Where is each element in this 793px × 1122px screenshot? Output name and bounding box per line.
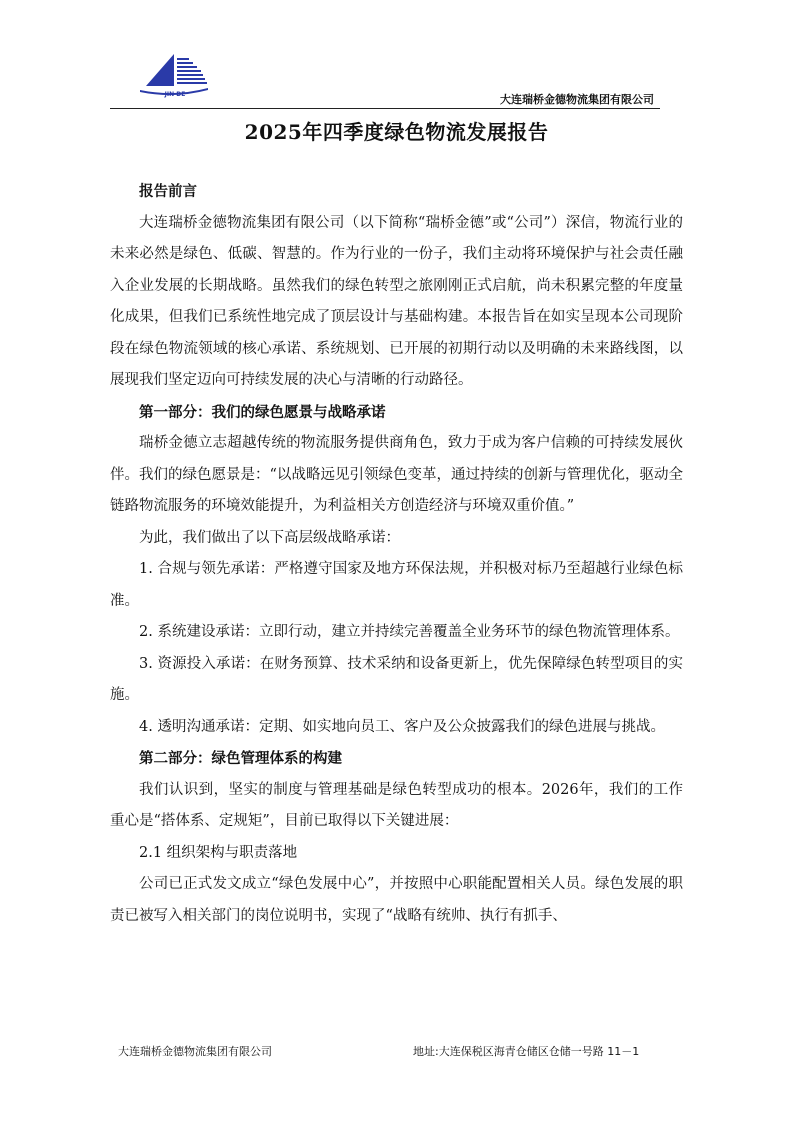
body-paragraph: 2.1 组织架构与职责落地	[139, 844, 298, 861]
body-paragraph: 公司已正式发文成立“绿色发展中心”，并按照中心职能配置相关人员。绿色发展的职责已被写入相关部门的岗位说明书，实现了“战略有统帅、执行有抓手、	[110, 876, 683, 924]
section-heading: 报告前言	[139, 183, 197, 200]
report-title: 2025年四季度绿色物流发展报告	[244, 120, 549, 144]
body-paragraph: 我们认识到，坚实的制度与管理基础是绿色转型成功的根本。2026年，我们的工作重心是“搭体系、定规矩”，目前已取得以下关键进展：	[110, 781, 683, 829]
header-company-name: 大连瑞桥金德物流集团有限公司	[500, 93, 654, 106]
logo-text: JIN DE	[164, 91, 186, 98]
body-paragraph: 为此，我们做出了以下高层级战略承诺：	[139, 529, 400, 546]
body-paragraph: 大连瑞桥金德物流集团有限公司（以下简称“瑞桥金德”或“公司”）深信，物流行业的未来必然是绿色、低碳、智慧的。作为行业的一份子，我们主动将环境保护与社会责任融入企业发展的长期战略。虽然我们的绿色转型之旅刚刚正式启航，尚未积累完整的年度量化成果，但我们已系统性地完成了顶层设计与基础构建。本报告旨在如实呈现本公司现阶段在绿色物流领域的核心承诺、系统规划、已开展的初期行动以及明确的未来路线图，以展现我们坚定迈向可持续发展的决心与清晰的行动路径。	[110, 214, 683, 388]
footer-company-name: 大连瑞桥金德物流集团有限公司	[118, 1045, 272, 1058]
report-body	[110, 176, 683, 932]
body-paragraph: 3. 资源投入承诺：在财务预算、技术采纳和设备更新上，优先保障绿色转型项目的实施。	[110, 655, 683, 703]
logo-graphic	[138, 50, 210, 98]
body-paragraph: 4. 透明沟通承诺：定期、如实地向员工、客户及公众披露我们的绿色进展与挑战。	[139, 718, 665, 735]
section-heading: 第一部分：我们的绿色愿景与战略承诺	[139, 403, 386, 421]
body-paragraph: 1. 合规与领先承诺：严格遵守国家及地方环保法规，并积极对标乃至超越行业绿色标准。	[110, 561, 683, 609]
footer-address: 地址:大连保税区海青仓储区仓储一号路 11－1	[413, 1045, 640, 1058]
section-heading: 第二部分：绿色管理体系的构建	[139, 750, 342, 767]
body-paragraph: 瑞桥金德立志超越传统的物流服务提供商角色，致力于成为客户信赖的可持续发展伙伴。我们的绿色愿景是：“以战略远见引领绿色变革，通过持续的创新与管理优化，驱动全链路物流服务的环境效能提升，为利益相关方创造经济与环境双重价值。”	[110, 435, 683, 514]
company-logo	[138, 50, 210, 98]
body-paragraph: 2. 系统建设承诺：立即行动，建立并持续完善覆盖全业务环节的绿色物流管理体系。	[139, 624, 680, 640]
header-divider	[110, 108, 660, 109]
